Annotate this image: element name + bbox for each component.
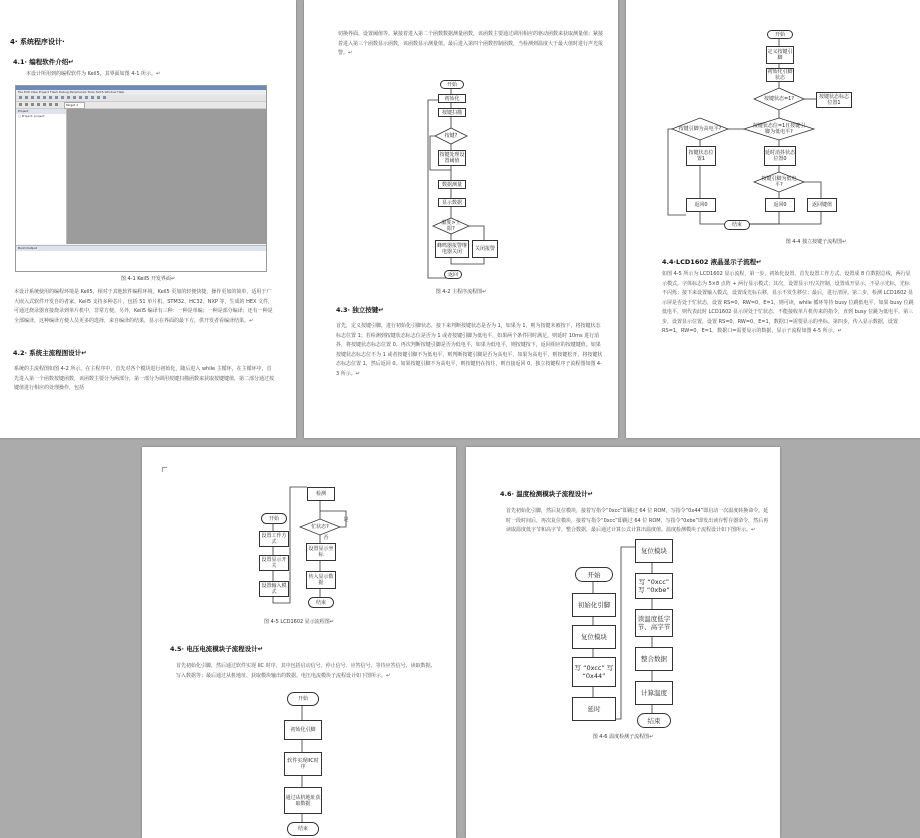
paragraph-lcd1602: 如图 4-5 所示为 LCD1602 显示流程，第一步，初始化设置，首先设置工作方式，设置成 8 位数据总线，两行显示模式，字体标志为 5×8 点阵 + 两行显示模式；其次，设置显示开/关控制，设置成开显示，不显示光标，光标不闪烁；接下来设置输入模式，设置成光标右移，显示不发生移位；最后，进行清屏。第二步，检测 LCD1602 显示屏是否处于忙状态，设置 RS=0，RW=0，E=1，则可读，while 循环等待 busy 位跳低电平，如果 busy 位跳低电平，则代表此时 LCD1602 显示屏处于忙状态，不能接收单片机传来的指令，直到 busy 位跳为低电平。第三步，设置显示位置，设置 RS=0，RW=0，E=1，数据口=需要显示的坐标。第四步，传入显示数据，设置 RS=1，RW=0，E=1，数据口=需要显示的数据，显示子流程如图 4-5 所示。↵ bbox=[662, 271, 914, 334]
fc-main-dec-key: 按键? bbox=[444, 132, 458, 139]
figure-caption-4-1: 图 4-1 Keil5 开发界面↵ bbox=[120, 276, 176, 282]
fc-key-set-flag: 按键状态标志位置1 bbox=[816, 92, 852, 108]
section-heading-4-1: 4.1· 编程软件介绍↵ bbox=[13, 58, 74, 66]
ide-toolbar bbox=[16, 95, 266, 102]
paragraph-intro: 本设计所用到的编程软件为 Keil5，其界面如图 4-1 所示。↵ bbox=[26, 71, 161, 77]
iic-flowchart-lines bbox=[142, 447, 456, 838]
project-panel-title: Project bbox=[16, 109, 66, 114]
build-output-title: Build Output bbox=[16, 246, 266, 251]
fc-main-display: 显示数据 bbox=[438, 198, 466, 207]
fc-main-start: 开始 bbox=[440, 80, 464, 89]
fc-temp-calc: 计算温度 bbox=[635, 681, 673, 705]
figure-caption-4-5: 图 4-5 LCD1602 显示流程图↵ bbox=[264, 619, 334, 625]
fc-temp-end: 结束 bbox=[637, 713, 671, 728]
fc-key-dec-high: 按键引脚为高电平? bbox=[678, 126, 722, 132]
fc-temp-init-pin: 初始化引脚 bbox=[572, 593, 616, 617]
fc-temp-read-bytes: 读温度低字节、高字节 bbox=[635, 609, 673, 637]
paragraph-main-flow: 系统的主流程图如图 4-2 所示。在主程序中，首先对各个模块进行初始化，随后进入 while 主循环，在主循环中，首先进入第一个函数按键函数，该函数主要分为两部分，第一部分为调用按键扫描函数来获取按键键值，第二部分通过按键值进行相应的处理操作，包括 bbox=[14, 366, 275, 391]
ide-menu-bar: File Edit View Project Flash Debug Peripherals Tools SVCS Window Help bbox=[16, 90, 266, 95]
paragraph-temperature: 首先初始化引脚，然后复位模块，接着写指令“0xcc”即跳过 64 位 ROM，写指令“0x44”即启动一次温度转换命令。延时一段时间后，再次复位模块，接着写指令“0xcc”即跳过 64 位 ROM，写指令“0xbe”即发出读存暂存器命令，然后再读取温度低字节和高字节，整合数据，最后通过计算公式计算出温度值。温度检测模块子流程设计如下图所示。↵ bbox=[506, 508, 769, 533]
fc-key-flag-one: 按键状态位置1 bbox=[686, 146, 716, 166]
ide-toolbar-2 bbox=[16, 102, 266, 109]
fc-main-normal: 关闭报警 bbox=[472, 240, 498, 258]
fc-iic-get-data: 通过从机地址获取数据 bbox=[284, 787, 322, 814]
fc-key-end: 结束 bbox=[724, 220, 750, 230]
key-flowchart-lines bbox=[626, 0, 920, 438]
fc-main-dec-temp: 温度>上限? bbox=[441, 219, 461, 232]
fc-key-define-pin: 定义按键引脚 bbox=[766, 46, 794, 64]
fc-lcd-set-coord: 设置显示坐标 bbox=[306, 543, 336, 561]
fc-key-dec-low: 按键引脚为低电平? bbox=[761, 175, 797, 188]
figure-caption-4-4: 图 4-4 独立按键子流程图↵ bbox=[785, 239, 847, 245]
temp-flowchart-lines bbox=[466, 447, 780, 838]
fc-lcd-start: 开始 bbox=[261, 513, 287, 524]
fc-key-start: 开始 bbox=[767, 30, 793, 39]
fc-key-return-key: 返回键值 bbox=[807, 198, 837, 212]
fc-lcd-label-no: 否 bbox=[323, 535, 329, 541]
fc-temp-reset: 复位模块 bbox=[572, 625, 616, 649]
fc-key-debounce: 延时消抖状态位置0 bbox=[764, 146, 796, 166]
fc-main-alarm: 蜂鸣器报警继电器关闭 bbox=[435, 240, 469, 258]
fc-iic-end: 结束 bbox=[287, 822, 319, 836]
target-select[interactable]: Target 1 bbox=[64, 102, 85, 109]
fc-key-dec-flag-low: 按键状态位=1且按键引脚为低电平? bbox=[752, 123, 806, 135]
fc-main-key-scan: 按键扫描 bbox=[438, 108, 466, 117]
page-1 bbox=[0, 0, 296, 438]
section-heading-4-6: 4.6· 温度检测模块子流程设计↵ bbox=[500, 490, 594, 498]
fc-key-init-pin: 初始化引脚状态 bbox=[767, 69, 793, 81]
keil5-ide-screenshot bbox=[15, 85, 267, 272]
fc-iic-init-pin: 初始化引脚 bbox=[284, 720, 322, 740]
fc-lcd-set-input: 设置输入模式 bbox=[259, 581, 289, 597]
fc-temp-write-cmd-2: 写 “0xcc” 写 “0xbe” bbox=[635, 573, 673, 599]
section-heading-4-3: 4.3· 独立按键↵ bbox=[336, 306, 384, 314]
ide-build-output bbox=[16, 245, 266, 271]
fc-lcd-set-mode: 设置工作方式 bbox=[259, 531, 289, 547]
ide-editor-area bbox=[67, 109, 266, 244]
fc-lcd-label-yes: 是 bbox=[343, 517, 349, 523]
page-3 bbox=[626, 0, 920, 438]
fc-lcd-end: 结束 bbox=[308, 597, 334, 608]
fc-temp-write-cmd-1: 写 “0xcc” 写 “0x44” bbox=[572, 657, 616, 687]
page-5 bbox=[466, 447, 780, 838]
paragraph-keil5: 本设计系统使用的编程环境是 Keil5，相对于其他软件编程环境，Keil5 更加的轻便快捷，操作更加的简单，适用于广大嵌入式软件开发自的者家。Keil5 支持多种芯片，包括 51 单片机、STM32、HC32、NXP 等，生成的 HEX 文件，可通过烧录器直接烧录到单片机中，非常方便。另外，Keil5 编译有三种：一种是单编；一种是部分编译；还有一种是全部编译，这种编译方便人员更多的选择，来自编译的结果，显示在界面的最下方，供开发者看编译结果。↵ bbox=[14, 289, 274, 324]
toolbar-icons-2 bbox=[19, 103, 59, 106]
fc-iic-timing: 软件实现IIC时序 bbox=[284, 752, 322, 776]
section-heading-4-2: 4.2· 系统主流程图设计↵ bbox=[13, 349, 87, 357]
page-4 bbox=[142, 447, 456, 838]
fc-main-init: 初始化 bbox=[438, 94, 466, 103]
paragraph-continued: 切换界面、设置阈值等。紧接着进入第二个函数数据测量函数，该函数主要通过调用相应的驱动函数来获取测量值；紧接着进入第三个函数显示函数，该函数显示测量值。最后进入第四个函数控制函数，当检测到温度大于最大值时进行声光报警。↵ bbox=[338, 31, 604, 56]
fc-lcd-detect: 检测 bbox=[307, 487, 335, 501]
fc-main-key-proc: 按键处理设置阈值 bbox=[439, 152, 465, 164]
ide-project-panel bbox=[16, 109, 67, 244]
fc-main-end: 返回 bbox=[444, 270, 462, 279]
project-tree-item[interactable]: □ Project: project bbox=[18, 114, 45, 118]
fc-key-dec-state: 按键状态=1? bbox=[763, 95, 795, 102]
fc-lcd-send-data: 传入显示数据 bbox=[306, 571, 336, 589]
paragraph-key: 首先，定义按键引脚，进行初始化引脚状态，接下来判断按键状态是否为 1，如果为 1，则为按键未被按下，将按键状态标志位置 1；若检测到按键状态标志位是否为 1 或者按键引脚为低电平，如果两个条件同时满足，则延时 10ms 进行消抖，将按键状态标志位置 0。再次判断按键引脚是否为低电平，如果为低电平，则按键按下，返回相应的按键键值。如果按键状态标志位不为 1 或者按键引脚不为低电平，则判断按键引脚是否为高电平，如果为高电平，则按键松开，将按键状态标志位置 1，然后返回 0。如果按键引脚不为高电平，则按键仍在按住，则直接返回 0，独立按键程序子流程图如图 4-3 所示。↵ bbox=[336, 323, 603, 377]
section-heading-4-5: 4.5· 电压电流模块子流程设计↵ bbox=[170, 645, 264, 653]
fc-main-measure: 数据测量 bbox=[438, 180, 466, 189]
toolbar-icons bbox=[19, 96, 109, 99]
fc-temp-delay: 延时 bbox=[572, 697, 616, 721]
section-heading-4-4: 4.4·LCD1602 液晶显示子流程↵ bbox=[662, 258, 762, 266]
chapter-heading: 4· 系统程序设计· bbox=[10, 38, 65, 46]
fc-lcd-dec-busy: 忙状态? bbox=[311, 523, 329, 530]
page-2 bbox=[304, 0, 618, 438]
fc-key-return-zero: 返回0 bbox=[686, 198, 716, 212]
figure-caption-4-6: 图 4-6 温度检测子流程图↵ bbox=[592, 734, 654, 740]
fc-lcd-set-display: 设置显示开关 bbox=[259, 555, 289, 571]
fc-key-return-zero-2: 返回0 bbox=[765, 198, 795, 212]
paragraph-iic: 首先初始化引脚，然后通过软件实现 IIC 时序，其中包括启动信号、停止信号、应答信号、等待应答信号、读取数据、写入数据等；最后通过从机地址、获取模块输出的数据。电压电流模块子流程设计如下图所示。↵ bbox=[176, 663, 436, 679]
fc-temp-start: 开始 bbox=[575, 567, 613, 582]
fc-temp-reset-2: 复位模块 bbox=[635, 539, 673, 563]
figure-caption-4-2: 图 4-2 主程序流程图↵ bbox=[435, 289, 487, 295]
fc-temp-merge-data: 整合数据 bbox=[635, 647, 673, 671]
fc-iic-start: 开始 bbox=[287, 692, 319, 706]
